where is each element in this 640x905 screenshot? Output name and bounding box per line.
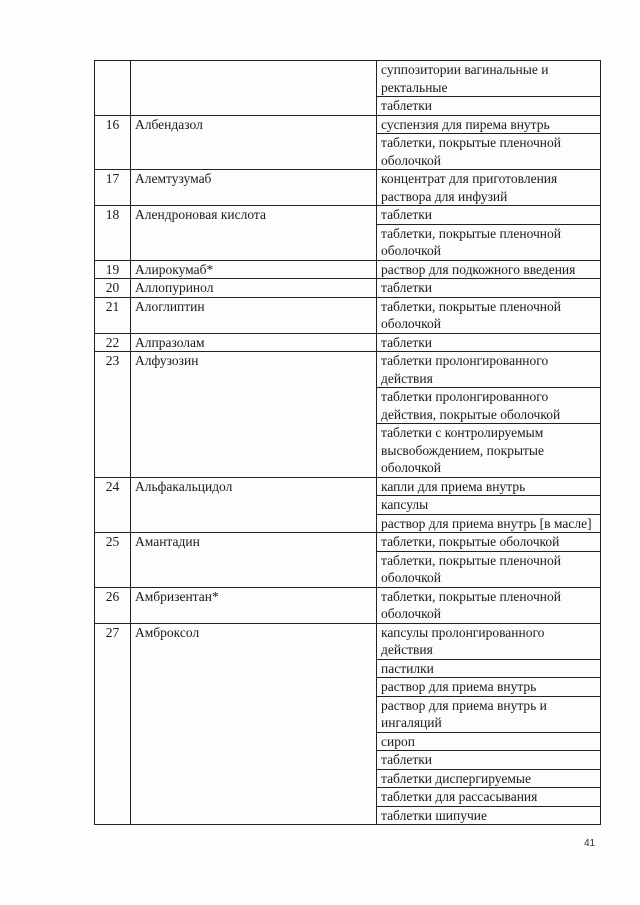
table-row — [95, 260, 601, 279]
row-number — [95, 61, 131, 116]
page-number: 41 — [584, 838, 596, 849]
table-row — [95, 587, 601, 623]
row-number: 26 — [95, 587, 131, 623]
drug-name: Амантадин — [131, 533, 377, 588]
dosage-form: таблетки, покрытые пленочной оболочкой — [377, 551, 601, 587]
dosage-form: таблетки пролонгированного действия — [377, 352, 601, 388]
dosage-form: таблетки — [377, 333, 601, 352]
dosage-form: раствор для приема внутрь [в масле] — [377, 514, 601, 533]
table-row — [95, 297, 601, 333]
drug-table — [94, 60, 601, 825]
drug-name: Алфузозин — [131, 352, 377, 478]
dosage-form: таблетки — [377, 97, 601, 116]
drug-name: Алпразолам — [131, 333, 377, 352]
dosage-form: пастилки — [377, 659, 601, 678]
dosage-form: таблетки, покрытые пленочной оболочкой — [377, 587, 601, 623]
dosage-form: раствор для приема внутрь и ингаляций — [377, 696, 601, 732]
row-number: 23 — [95, 352, 131, 478]
table-row — [95, 477, 601, 496]
table-row — [95, 623, 601, 659]
dosage-form: таблетки шипучие — [377, 806, 601, 825]
dosage-form: суспензия для пирема внутрь — [377, 115, 601, 134]
drug-name: Алирокумаб* — [131, 260, 377, 279]
table-row — [95, 170, 601, 206]
row-number: 25 — [95, 533, 131, 588]
row-number: 18 — [95, 206, 131, 261]
row-number: 19 — [95, 260, 131, 279]
row-number: 17 — [95, 170, 131, 206]
drug-name: Алемтузумаб — [131, 170, 377, 206]
dosage-form: капсулы пролонгированного действия — [377, 623, 601, 659]
dosage-form: таблетки пролонгированного действия, покрытые оболочкой — [377, 388, 601, 424]
dosage-form: таблетки — [377, 751, 601, 770]
row-number: 21 — [95, 297, 131, 333]
dosage-form: капсулы — [377, 496, 601, 515]
row-number: 20 — [95, 279, 131, 298]
dosage-form: таблетки для рассасывания — [377, 788, 601, 807]
dosage-form: таблетки — [377, 279, 601, 298]
drug-name — [131, 61, 377, 116]
drug-name: Альфакальцидол — [131, 477, 377, 533]
row-number: 27 — [95, 623, 131, 825]
drug-name: Аллопуринол — [131, 279, 377, 298]
row-number: 16 — [95, 115, 131, 170]
dosage-form: раствор для приема внутрь — [377, 678, 601, 697]
table-row — [95, 115, 601, 134]
drug-name: Алоглиптин — [131, 297, 377, 333]
dosage-form: таблетки, покрытые пленочной оболочкой — [377, 134, 601, 170]
table-row — [95, 61, 601, 97]
row-number: 24 — [95, 477, 131, 533]
dosage-form: таблетки — [377, 206, 601, 225]
table-row — [95, 533, 601, 552]
drug-table-body — [95, 61, 601, 825]
drug-name: Амбризентан* — [131, 587, 377, 623]
dosage-form: капли для приема внутрь — [377, 477, 601, 496]
row-number: 22 — [95, 333, 131, 352]
drug-name: Албендазол — [131, 115, 377, 170]
dosage-form: таблетки диспергируемые — [377, 769, 601, 788]
dosage-form: таблетки, покрытые оболочкой — [377, 533, 601, 552]
dosage-form: сироп — [377, 732, 601, 751]
dosage-form: таблетки, покрытые пленочной оболочкой — [377, 224, 601, 260]
table-row — [95, 352, 601, 388]
table-row — [95, 206, 601, 225]
dosage-form: раствор для подкожного введения — [377, 260, 601, 279]
dosage-form: таблетки, покрытые пленочной оболочкой — [377, 297, 601, 333]
table-row — [95, 279, 601, 298]
dosage-form: таблетки с контролируемым высвобождением, покрытые оболочкой — [377, 424, 601, 478]
table-row — [95, 333, 601, 352]
drug-name: Алендроновая кислота — [131, 206, 377, 261]
dosage-form: концентрат для приготовления раствора для инфузий — [377, 170, 601, 206]
drug-name: Амброксол — [131, 623, 377, 825]
dosage-form: суппозитории вагинальные и ректальные — [377, 61, 601, 97]
